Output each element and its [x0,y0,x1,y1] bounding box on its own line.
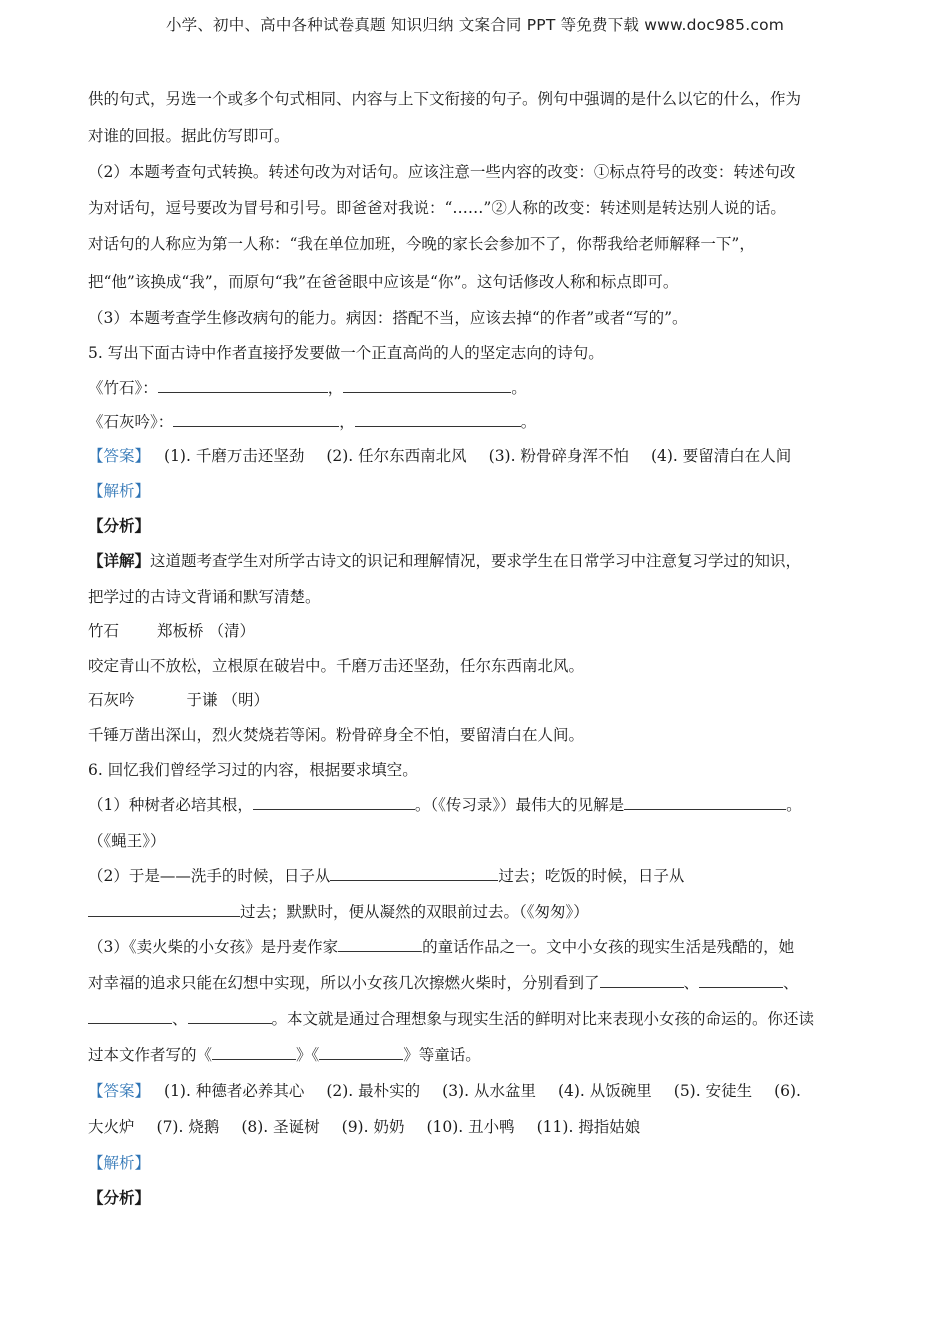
answer-blank[interactable] [253,795,415,810]
punct: 。 [520,413,537,431]
answer-blank[interactable] [355,412,521,427]
q4-analysis-line-5: 对话句的人称应为第一人称：“我在单位加班，今晚的家长会参加不了，你帮我给老师解释一下”， [88,235,755,253]
answer-item: (11). 拇指姑娘 [536,1118,641,1136]
q6-text: 对幸福的追求只能在幻想中实现，所以小女孩几次擦燃火柴时，分别看到了 [88,974,600,992]
answer-item: (9). 奶奶 [341,1118,405,1136]
answer-item: (7). 烧鹅 [156,1118,220,1136]
poem-title: 竹石 [88,622,120,640]
q6-text: （2）于是——洗手的时候，日子从 [88,867,331,885]
q4-analysis-line-7: （3）本题考查学生修改病句的能力。病因：搭配不当，应该去掉“的作者”或者“写的”。 [88,309,688,327]
answer-blank[interactable] [88,902,240,917]
jiexi-tag: 【解析】 [88,482,151,500]
q6-p3-row [88,936,868,958]
answer-blank[interactable] [319,1045,403,1060]
q6-p3-row-2 [88,972,868,994]
poem-zhushi-text: 咬定青山不放松，立根原在破岩中。千磨万击还坚劲，任尔东西南北风。 [88,657,585,675]
xiangjie-tag: 【详解】 [88,551,151,570]
page-header: 小学、初中、高中各种试卷真题 知识归纳 文案合同 PPT 等免费下载 www.doc985.com [165,16,785,34]
answer-blank[interactable] [338,937,422,952]
q5-poem1-label: 《竹石》： [88,379,158,397]
answer-item: (1). 千磨万击还坚劲 [164,447,305,465]
fenxi-tag: 【分析】 [88,1188,151,1207]
answer-tag: 【答案】 [88,1082,151,1100]
punct: ， [327,379,344,397]
answer-item: (2). 任尔东西南北风 [326,447,467,465]
answer-blank[interactable] [88,1009,172,1024]
q6-text: 过本文作者写的《 [88,1046,213,1064]
poem-author: 于谦 （明） [186,691,269,709]
jiexi-tag: 【解析】 [88,1154,151,1172]
q6-answer-row [88,1080,868,1102]
answer-blank[interactable] [212,1045,296,1060]
q6-text: 过去；默默时，便从凝然的双眼前过去。（《匆匆》） [240,903,589,921]
q6-text: 》等童话。 [403,1046,481,1064]
q6-text: （1）种树者必培其根， [88,796,253,814]
q5-xiangjie-line-1 [88,550,868,572]
answer-blank[interactable] [330,866,498,881]
q6-text: （3）《卖火柴的小女孩》是丹麦作家 [88,938,339,956]
answer-item: (5). 安徒生 [673,1082,753,1100]
q6-text: 》《 [296,1046,320,1064]
answer-tag: 【答案】 [88,447,151,465]
q5-poem2-label: 《石灰吟》： [88,413,174,431]
punct: 、 [783,974,799,992]
answer-item: (1). 种德者必养其心 [164,1082,305,1100]
q4-analysis-line-1: 供的句式，另选一个或多个句式相同、内容与上下文衔接的句子。例句中强调的是什么以它的什么，作为 [88,90,802,108]
q5-stem: 5. 写出下面古诗中作者直接抒发要做一个正直高尚的人的坚定志向的诗句。 [88,344,604,362]
answer-item: (3). 粉骨碎身浑不怕 [488,447,629,465]
q5-xiangjie-line-2: 把学过的古诗文背诵和默写清楚。 [88,588,321,606]
poem-title: 石灰吟 [88,691,135,709]
answer-item: (6). [774,1082,801,1100]
q4-analysis-line-6: 把“他”该换成“我”，而原句“我”在爸爸眼中应该是“你”。这句话修改人称和标点即可。 [88,273,679,291]
answer-blank[interactable] [699,973,783,988]
q4-analysis-line-3: （2）本题考查句式转换。转述句改为对话句。应该注意一些内容的改变：①标点符号的改变：转述句改 [88,163,796,181]
answer-item: (4). 从饭碗里 [557,1082,652,1100]
q6-answer-row-2 [88,1116,868,1138]
xiangjie-text: 这道题考查学生对所学古诗文的识记和理解情况，要求学生在日常学习中注意复习学过的知识， [150,552,802,570]
q6-p2-row [88,865,868,887]
punct: ， [339,413,355,431]
answer-blank[interactable] [624,795,786,810]
q5-answer-row [88,445,868,467]
poem-shihuiyin-heading [88,689,868,711]
q5-poem2-row [88,411,868,433]
q5-poem1-row [88,377,868,399]
q6-p3-row-3 [88,1008,868,1030]
punct: 。 [511,379,527,397]
q6-text: 。 [786,796,802,814]
answer-blank[interactable] [158,378,328,393]
q6-p2-row-2 [88,901,868,923]
q6-p3-row-4 [88,1044,868,1066]
answer-item: 大火炉 [88,1118,135,1136]
punct: 、 [683,974,700,992]
answer-blank[interactable] [600,973,684,988]
q6-p1-source: （《蝇王》） [88,832,166,850]
answer-item: (8). 圣诞树 [241,1118,320,1136]
q6-text: 过去；吃饭的时候，日子从 [498,867,685,885]
q6-text: 。本文就是通过合理想象与现实生活的鲜明对比来表现小女孩的命运的。你还读 [271,1010,815,1028]
q4-analysis-line-2: 对谁的回报。据此仿写即可。 [88,127,290,145]
poem-zhushi-heading [88,620,868,642]
poem-shihuiyin-text: 千锤万凿出深山，烈火焚烧若等闲。粉骨碎身全不怕，要留清白在人间。 [88,726,585,744]
answer-item: (2). 最朴实的 [326,1082,421,1100]
answer-item: (10). 丑小鸭 [426,1118,515,1136]
answer-blank[interactable] [343,378,511,393]
poem-author: 郑板桥 （清） [157,622,255,640]
punct: 、 [172,1010,188,1028]
answer-blank[interactable] [188,1009,272,1024]
answer-blank[interactable] [173,412,339,427]
answer-item: (3). 从水盆里 [442,1082,536,1100]
fenxi-tag: 【分析】 [88,516,151,535]
q4-analysis-line-4: 为对话句，逗号要改为冒号和引号。即爸爸对我说：“……”②人称的改变：转述则是转达别人说的话。 [88,199,786,217]
q6-stem: 6. 回忆我们曾经学习过的内容，根据要求填空。 [88,761,418,779]
q6-text: 。（《传习录》）最伟大的见解是 [414,796,625,814]
q6-p1-row [88,794,868,816]
q6-text: 的童话作品之一。文中小女孩的现实生活是残酷的，她 [422,938,795,956]
answer-item: (4). 要留清白在人间 [650,447,792,465]
